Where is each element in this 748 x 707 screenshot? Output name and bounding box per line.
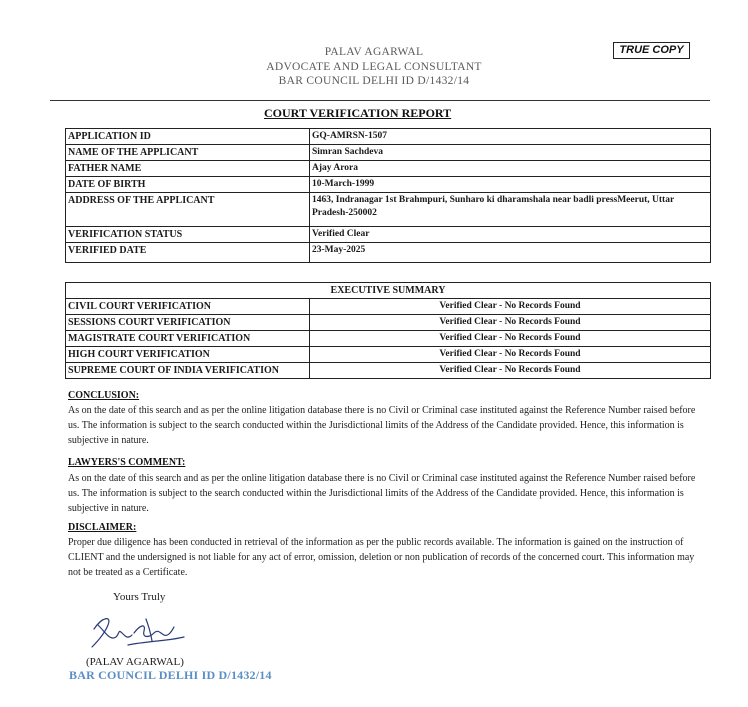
field-label: DATE OF BIRTH [66,177,310,193]
table-row [66,299,711,315]
table-row [66,161,711,177]
summary-heading: EXECUTIVE SUMMARY [66,283,711,299]
court-label: HIGH COURT VERIFICATION [66,347,310,363]
conclusion-title: CONCLUSION: [68,390,140,401]
disclaimer-text: Proper due diligence has been conducted in retrieval of the information as per the public records available. The information is gained on the instruction of CLIENT and the undersigned is not liable for any act of error, omission, deletion or non publication of records of the concerned court. This information may not be treated as a Certificate. [68,537,695,578]
field-label: VERIFICATION STATUS [66,227,310,243]
field-value: Simran Sachdeva [310,145,711,161]
field-label: VERIFIED DATE [66,243,310,263]
court-status: Verified Clear - No Records Found [310,299,711,315]
table-row [66,315,711,331]
court-label: MAGISTRATE COURT VERIFICATION [66,331,310,347]
header-name: PALAV AGARWAL [324,46,424,58]
field-value: Verified Clear [310,227,711,243]
field-value: 10-March-1999 [310,177,711,193]
report-title: COURT VERIFICATION REPORT [264,106,452,120]
table-row [66,283,711,299]
field-value: 23-May-2025 [310,243,711,263]
executive-summary-table [65,282,711,379]
header-divider [50,100,710,101]
field-label: NAME OF THE APPLICANT [66,145,310,161]
lawyers-comment-text: As on the date of this search and as per the online litigation database there is no Civil or Criminal case instituted against the Reference Number raised before us. The information is subject to the search conducted within the Jurisdictional limits of the Address of the Candidate provided. Hence, this information is subjective in nature. [68,473,696,514]
court-status: Verified Clear - No Records Found [310,331,711,347]
field-value: Ajay Arora [310,161,711,177]
table-row [66,347,711,363]
court-status: Verified Clear - No Records Found [310,363,711,379]
table-row [66,193,711,227]
court-status: Verified Clear - No Records Found [310,315,711,331]
table-row [66,243,711,263]
applicant-details-table [65,128,711,263]
signatory-bar-id: BAR COUNCIL DELHI ID D/1432/14 [69,668,272,682]
table-row [66,129,711,145]
table-row [66,227,711,243]
signatory-name: (PALAV AGARWAL) [86,656,184,668]
table-row [66,177,711,193]
header-bar-id: BAR COUNCIL DELHI ID D/1432/14 [278,75,470,87]
lawyers-comment-title: LAWYERS'S COMMENT: [68,457,186,468]
handwritten-signature [88,611,188,653]
header-title: ADVOCATE AND LEGAL CONSULTANT [266,61,482,73]
table-row [66,145,711,161]
closing-text: Yours Truly [113,591,166,603]
field-label: ADDRESS OF THE APPLICANT [66,193,310,227]
table-row [66,363,711,379]
field-value: GQ-AMRSN-1507 [310,129,711,145]
true-copy-stamp: TRUE COPY [613,42,690,59]
disclaimer-title: DISCLAIMER: [68,522,137,533]
field-label: FATHER NAME [66,161,310,177]
field-value: 1463, Indranagar 1st Brahmpuri, Sunharo ki dharamshala near badli pressMeerut, Uttar Pradesh-250002 [310,193,711,227]
court-status: Verified Clear - No Records Found [310,347,711,363]
conclusion-text: As on the date of this search and as per the online litigation database there is no Civil or Criminal case instituted against the Reference Number raised before us. The information is subject to the search conducted within the Jurisdictional limits of the Address of the Candidate provided. Hence, this information is subjective in nature. [68,405,696,446]
court-label: CIVIL COURT VERIFICATION [66,299,310,315]
court-label: SESSIONS COURT VERIFICATION [66,315,310,331]
table-row [66,331,711,347]
court-label: SUPREME COURT OF INDIA VERIFICATION [66,363,310,379]
field-label: APPLICATION ID [66,129,310,145]
